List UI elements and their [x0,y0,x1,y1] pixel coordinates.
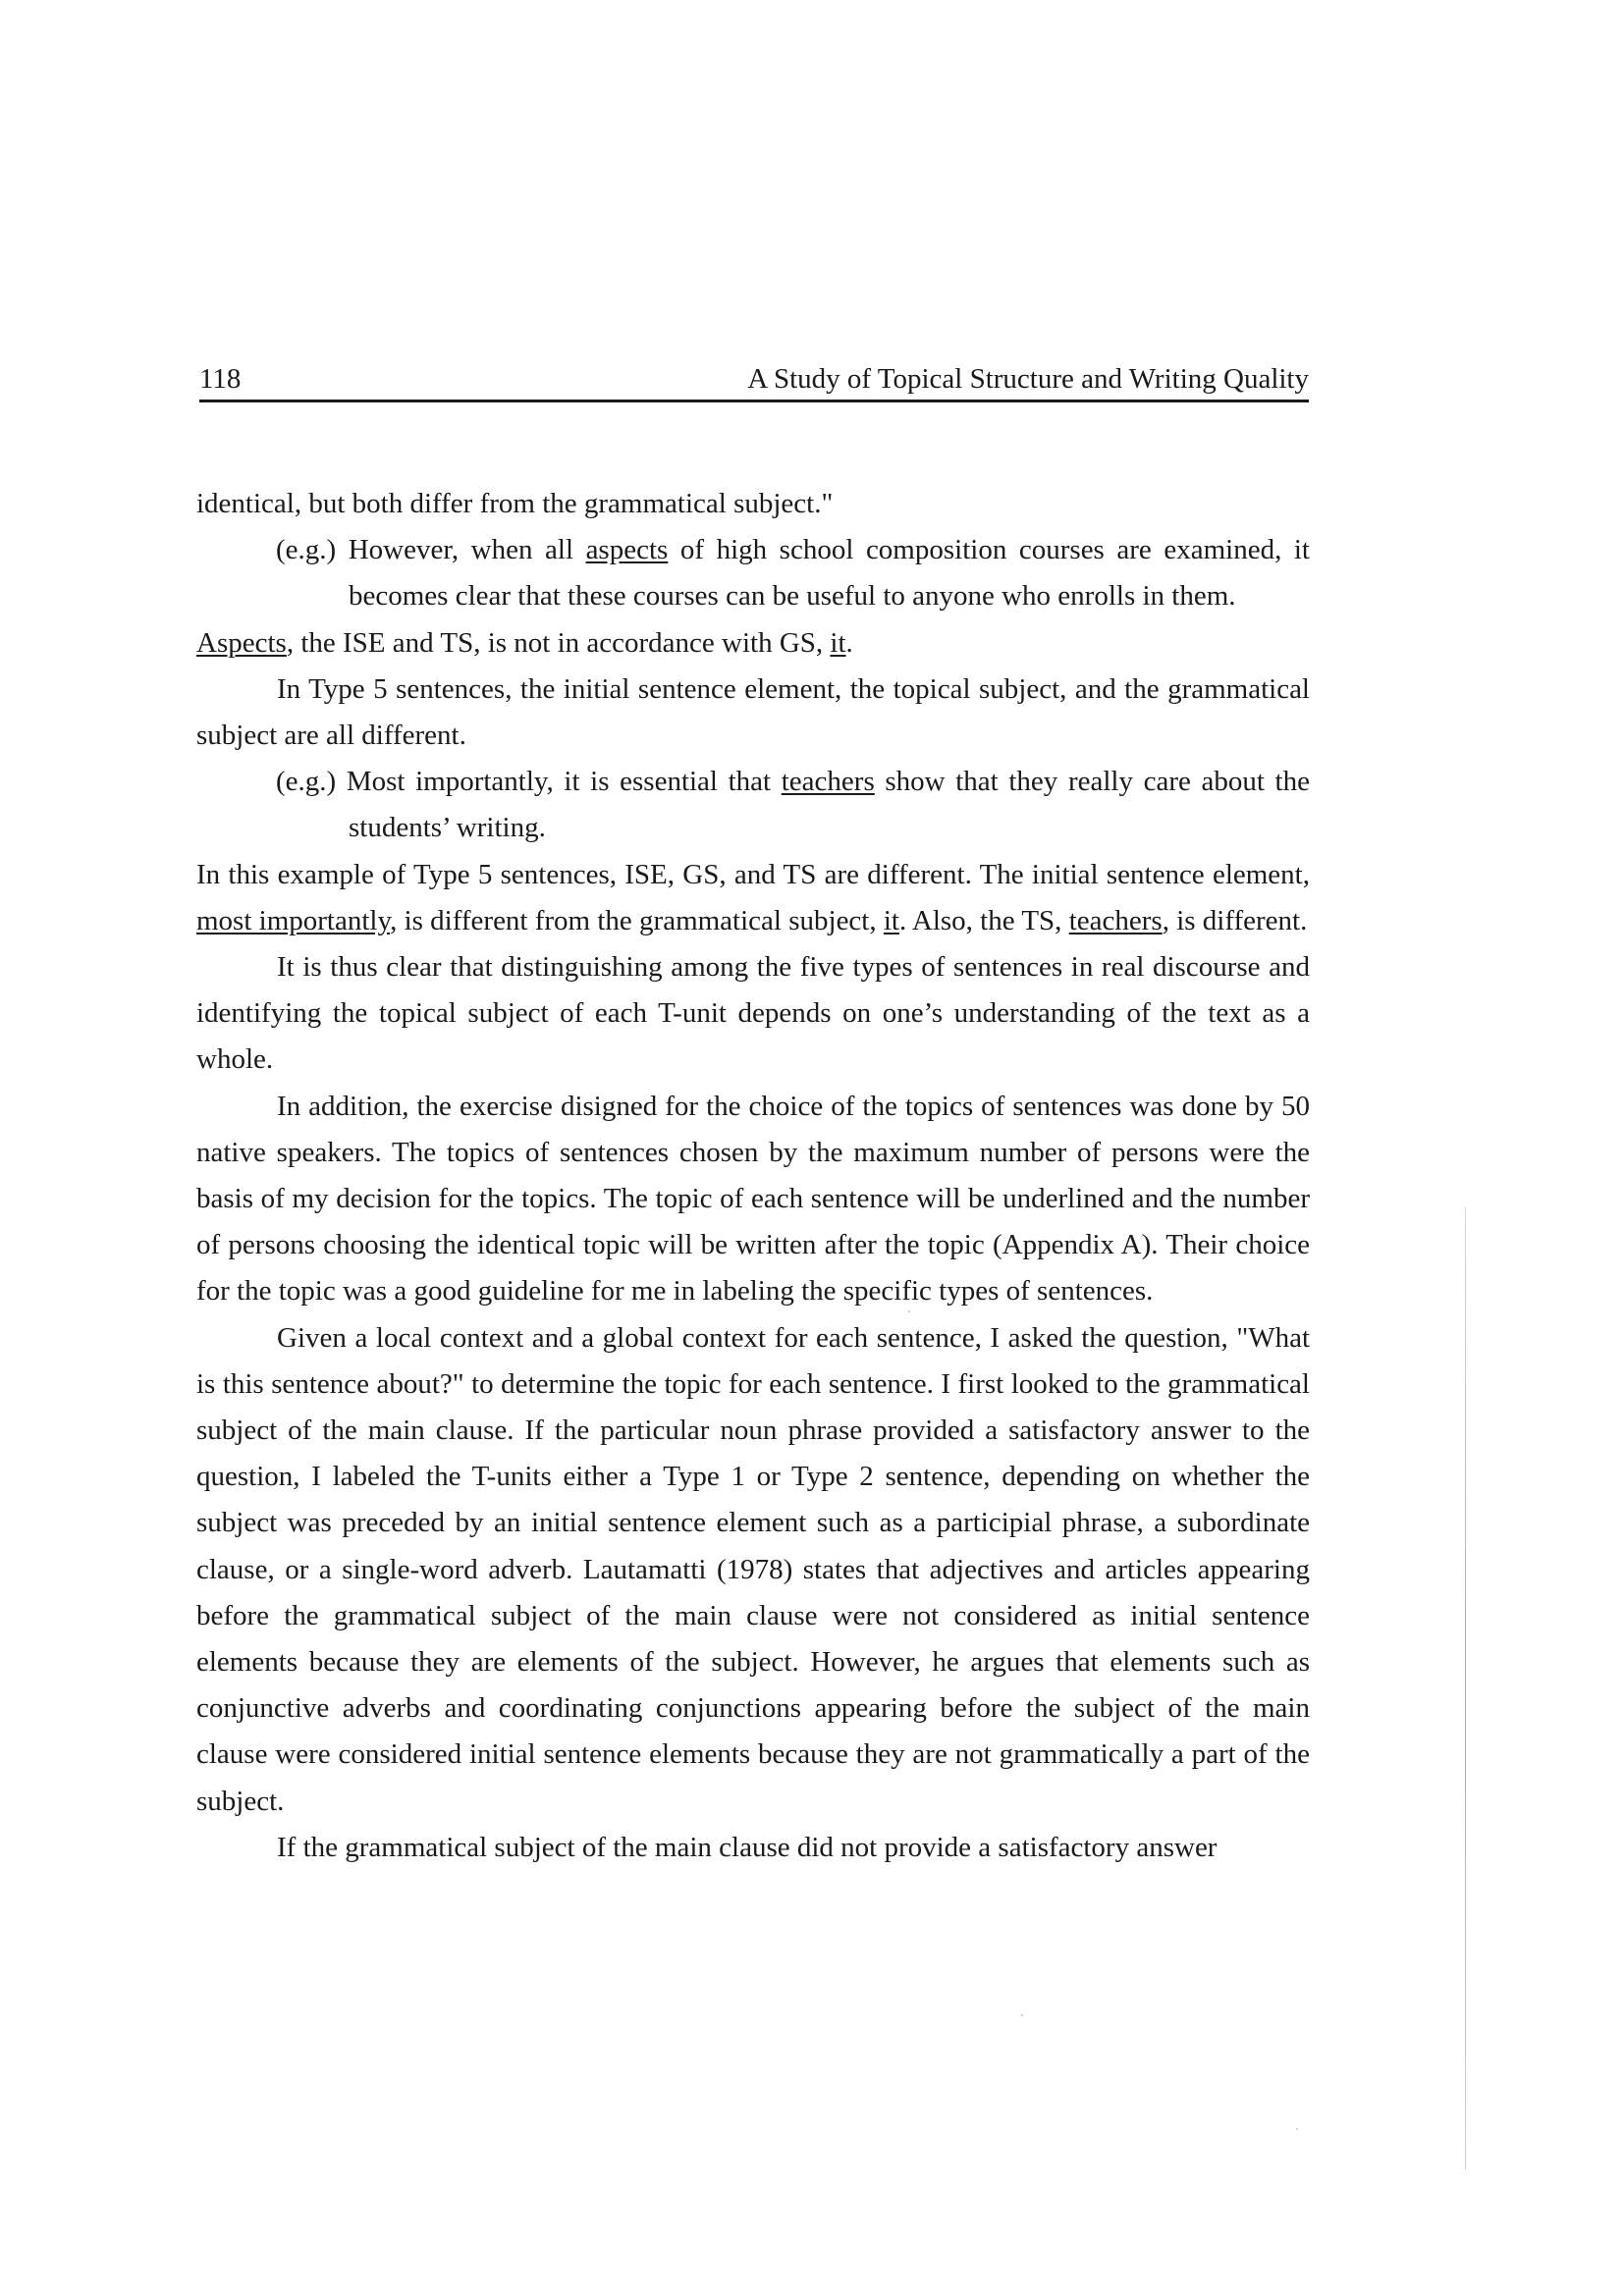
scan-edge-line [1465,1207,1466,2169]
scan-speck [1296,2128,1298,2130]
example-1: (e.g.) However, when all aspects of high school composition courses are examined, it becomes clear that these courses can be useful to anyone who enrolls in them. [276,534,1310,613]
underlined-topic: Aspects [196,626,287,659]
underlined-topic: it [830,626,846,659]
paragraph-8: If the grammatical subject of the main clause did not provide a satisfactory answer [277,1831,1218,1863]
example-2: (e.g.) Most importantly, it is essential that teachers show that they really care about the students’ writing. [276,766,1310,844]
underlined-topic: teachers [781,766,875,798]
underlined-topic: it [883,904,899,936]
underlined-topic: teachers [1068,904,1163,936]
paragraph-2: Aspects, the ISE and TS, is not in accordance with GS, it. [196,626,853,659]
paragraph-1: identical, but both differ from the grammatical subject." [196,488,834,519]
paragraph-7: Given a local context and a global context for each sentence, I asked the question, "What is this sentence about?" to determine the topic for each sentence. I first looked to the grammatical subject of the main clause. If the particular noun phrase provided a satisfactory answer to the question, I labeled the T-units either a Type 1 or Type 2 sentence, depending on whether the subject was preceded by an initial sentence element such as a participial phrase, a subordinate clause, or a single-word adverb. Lautamatti (1978) states that adjectives and articles appearing before the grammatical subject of the main clause were not considered as initial sentence elements because they are elements of the subject. However, he argues that elements such as conjunctive adverbs and coordinating conjunctions appearing before the subject of the main clause were considered initial sentence elements because they are not grammatically a part of the subject. [196,1321,1310,1817]
page-header [199,354,1309,402]
paragraph-4: In this example of Type 5 sentences, ISE, GS, and TS are different. The initial sentence element, most importantly, is different from the grammatical subject, it. Also, the TS, teachers, is different. [196,858,1310,936]
scan-speck [1021,2014,1023,2016]
page-number: 118 [199,363,242,395]
scan-speck [908,1310,910,1312]
paragraph-5: It is thus clear that distinguishing among the five types of sentences in real discourse and identifying the topical subject of each T-unit depends on one’s understanding of the text as a whole. [196,951,1310,1076]
paragraph-6: In addition, the exercise disigned for the choice of the topics of sentences was done by 50 native speakers. The topics of sentences chosen by the maximum number of persons were the basis of my decision for the topics. The topic of each sentence will be underlined and the number of persons choosing the identical topic will be written after the topic (Appendix A). Their choice for the topic was a good guideline for me in labeling the specific types of sentences. [196,1090,1310,1308]
running-title: A Study of Topical Structure and Writing Quality [747,363,1309,395]
paragraph-3: In Type 5 sentences, the initial sentence element, the topical subject, and the grammatical subject are all different. [196,672,1310,752]
underlined-topic: aspects [585,534,669,566]
underlined-topic: most importantly [196,904,391,936]
body-text [196,481,1310,1871]
